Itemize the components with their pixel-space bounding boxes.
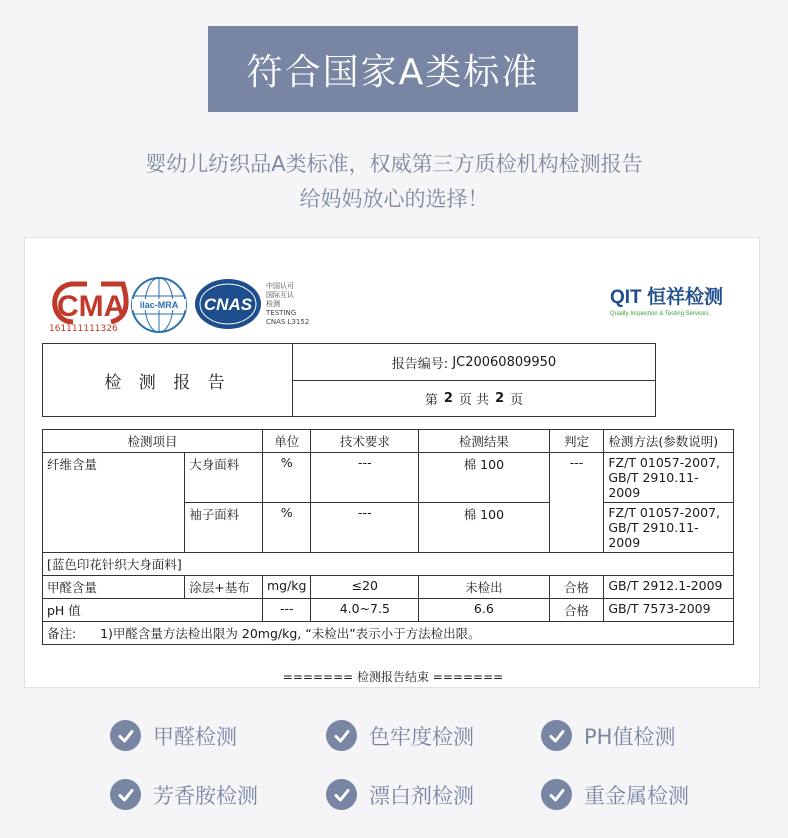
cma-logo-text: CMA [57, 290, 126, 323]
page-count-row [293, 381, 655, 416]
feature-label: 甲醛检测 [153, 724, 237, 749]
header-method: 检测方法(参数说明) [604, 430, 734, 453]
ph-requirement: 4.0~7.5 [311, 599, 419, 622]
feature-label: PH值检测 [584, 724, 676, 749]
ph-result: 6.6 [419, 599, 549, 622]
report-header [42, 343, 656, 417]
report-title: 检 测 报 告 [43, 344, 293, 416]
ph-judgement: 合格 [549, 599, 604, 622]
fiber-requirement: --- [311, 453, 419, 503]
fiber-unit: % [262, 453, 311, 503]
page-total: 2 [495, 391, 505, 406]
feature-item [326, 720, 474, 751]
page-current: 2 [443, 391, 453, 406]
fiber-requirement: --- [311, 503, 419, 553]
subtitle-line-1: 婴幼儿纺织品A类标准，权威第三方质检机构检测报告 [145, 152, 643, 176]
cnas-caption-line: 中国认可 [266, 282, 294, 290]
fiber-method [604, 503, 734, 553]
table-row [43, 453, 734, 503]
section-label: [蓝色印花针织大身面料] [43, 553, 734, 576]
formaldehyde-requirement: ≤20 [311, 576, 419, 599]
header-unit: 单位 [262, 430, 311, 453]
formaldehyde-part: 涂层+基布 [185, 576, 263, 599]
fiber-part: 大身面料 [185, 453, 263, 503]
test-report [24, 237, 760, 688]
note-label: 备注: [47, 626, 77, 641]
cnas-caption-line: 检测 [266, 300, 280, 308]
report-number-label: 报告编号: [391, 356, 449, 372]
cma-number: 161111111326 [49, 324, 118, 334]
banner-title: 符合国家A类标准 [246, 51, 540, 93]
feature-label: 重金属检测 [584, 783, 689, 808]
feature-label: 色牢度检测 [369, 724, 474, 749]
fiber-result: 棉 100 [419, 453, 549, 503]
check-icon [326, 720, 357, 751]
method-line: GB/T 2910.11-2009 [608, 520, 699, 550]
note-text: 1)甲醛含量方法检出限为 20mg/kg, “未检出”表示小于方法检出限。 [100, 626, 481, 641]
fiber-item: 纤维含量 [43, 453, 185, 553]
formaldehyde-result: 未检出 [419, 576, 549, 599]
header-result: 检测结果 [419, 430, 549, 453]
fiber-judgement: --- [549, 453, 604, 553]
qit-brand-cn: 恒祥检测 [646, 287, 723, 308]
feature-item [110, 720, 237, 751]
report-end-line: ======= 检测报告结束 ======= [282, 670, 504, 684]
header-requirement: 技术要求 [311, 430, 419, 453]
check-icon [110, 779, 141, 810]
cnas-caption-line: CNAS L3152 [266, 318, 310, 326]
note-cell [43, 622, 734, 645]
formaldehyde-unit: mg/kg [262, 576, 311, 599]
feature-item [326, 779, 474, 810]
page-prefix: 第 [424, 393, 438, 408]
formaldehyde-item: 甲醛含量 [43, 576, 185, 599]
feature-label: 芳香胺检测 [153, 783, 258, 808]
cnas-caption-line: 国际互认 [266, 291, 294, 299]
table-row [43, 576, 734, 599]
results-table [42, 429, 734, 645]
check-icon [110, 720, 141, 751]
method-line: FZ/T 01057-2007, [608, 455, 720, 470]
fiber-method [604, 453, 734, 503]
feature-item [541, 720, 675, 751]
header-item: 检测项目 [43, 430, 263, 453]
fiber-part: 袖子面料 [185, 503, 263, 553]
table-row [43, 553, 734, 576]
check-icon [541, 720, 572, 751]
report-number: JC20060809950 [452, 354, 557, 370]
report-number-row [293, 344, 655, 381]
ph-item: pH 值 [43, 599, 263, 622]
feature-label: 漂白剂检测 [369, 783, 474, 808]
ph-method: GB/T 7573-2009 [604, 599, 734, 622]
page-banner [208, 26, 578, 112]
table-header-row [43, 430, 734, 453]
qit-logo [610, 282, 723, 317]
ilac-mra-logo-icon [128, 276, 190, 334]
feature-item [110, 779, 258, 810]
method-line: GB/T 2910.11-2009 [608, 470, 699, 500]
table-row [43, 622, 734, 645]
check-icon [326, 779, 357, 810]
page-suffix: 页 [510, 393, 524, 408]
fiber-result: 棉 100 [419, 503, 549, 553]
cnas-logo-icon [193, 276, 263, 332]
feature-item [541, 779, 689, 810]
qit-tagline: Quality Inspection & Testing Services [610, 311, 709, 317]
fiber-unit: % [262, 503, 311, 553]
ph-unit: --- [262, 599, 311, 622]
page-mid: 页 共 [458, 393, 490, 408]
formaldehyde-judgement: 合格 [549, 576, 604, 599]
qit-brand-latin: QIT [610, 287, 642, 308]
cnas-caption [266, 282, 309, 327]
table-row [43, 599, 734, 622]
check-icon [541, 779, 572, 810]
method-line: FZ/T 01057-2007, [608, 505, 720, 520]
cnas-caption-line: TESTING [266, 309, 297, 317]
cnas-logo-text: CNAS [203, 295, 253, 314]
subtitle-line-2: 给妈妈放心的选择！ [299, 187, 489, 211]
formaldehyde-method: GB/T 2912.1-2009 [604, 576, 734, 599]
header-judgement: 判定 [549, 430, 604, 453]
ilac-logo-text: ilac-MRA [139, 300, 179, 310]
